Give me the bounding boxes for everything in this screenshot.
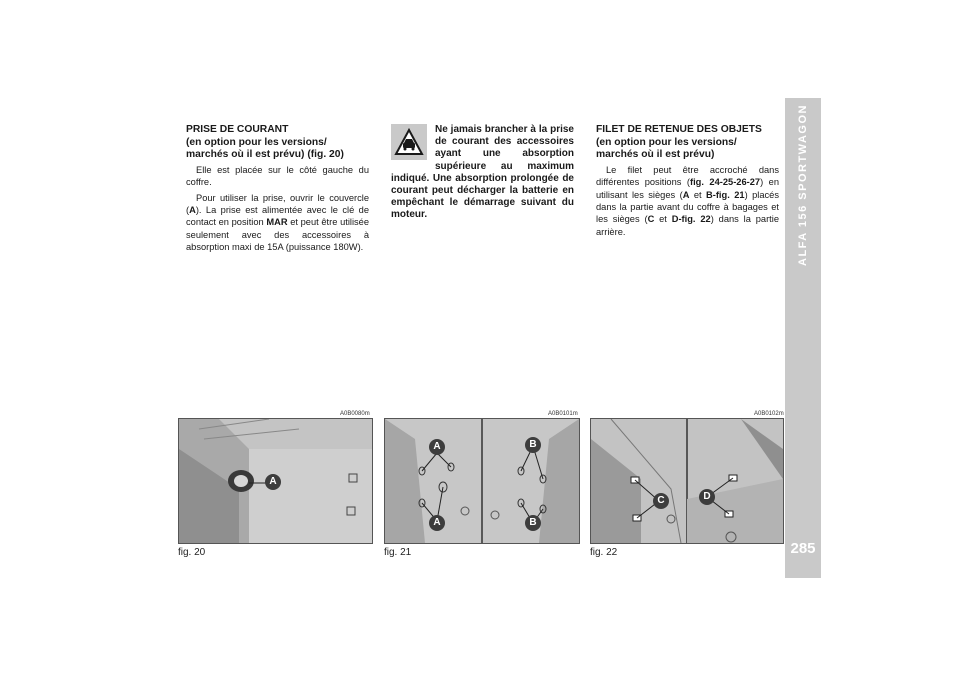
figure-code: A0B0080m xyxy=(340,411,370,417)
page-sidebar xyxy=(785,98,821,578)
callout-d: D xyxy=(699,489,715,505)
figure-label: fig. 22 xyxy=(590,547,618,558)
callout-a-bottom: A xyxy=(429,515,445,531)
figure-code: A0B0101m xyxy=(548,411,578,417)
page-number: 285 xyxy=(790,540,816,557)
callout-b-bottom: B xyxy=(525,515,541,531)
figure-label: fig. 21 xyxy=(384,547,412,558)
column-filet-de-retenue xyxy=(596,124,779,241)
figure-22-image xyxy=(590,418,784,544)
figure-21-image xyxy=(384,418,580,544)
callout-b-top: B xyxy=(525,437,541,453)
section-heading-prise: PRISE DE COURANT (en option pour les versions/ marchés où il est prévu) (fig. 20) xyxy=(186,124,344,161)
paragraph: Le filet peut être accroché dans différentes positions (fig. 24-25-26-27) en utilisant les sièges (A et B-fig. 21) placés dans la partie avant du coffre à bagages et les sièges (C et D-fig. 22) dans la partie arrière. xyxy=(596,164,780,237)
callout-c: C xyxy=(653,493,669,509)
callout-a-top: A xyxy=(429,439,445,455)
figure-20-image xyxy=(178,418,373,544)
figure-code: A0B0102m xyxy=(754,411,784,417)
warning-icon xyxy=(391,124,427,160)
figure-label: fig. 20 xyxy=(178,547,206,558)
warning-block: Ne jamais brancher à la prise de courant des accessoires ayant une absorption supérieure au maximum indiqué. Une absorption prolongée de courant peut décharger la batterie en empêchant le démarrage suivant du moteur. xyxy=(391,124,574,221)
column-prise-de-courant xyxy=(186,124,369,257)
sidebar-title: ALFA 156 SPORTWAGON xyxy=(797,104,809,266)
paragraph: Elle est placée sur le côté gauche du coffre. xyxy=(186,164,369,188)
section-heading-filet: FILET DE RETENUE DES OBJETS (en option pour les versions/ marchés où il est prévu) xyxy=(596,124,762,161)
paragraph: Pour utiliser la prise, ouvrir le couvercle (A). La prise est alimentée avec le clé de contact en position MAR et peut être utilisée seulement avec des accessoires à absorption maxi de 15A (puissance 180W). xyxy=(186,192,370,253)
column-warning xyxy=(391,124,574,222)
callout-a: A xyxy=(265,474,281,490)
